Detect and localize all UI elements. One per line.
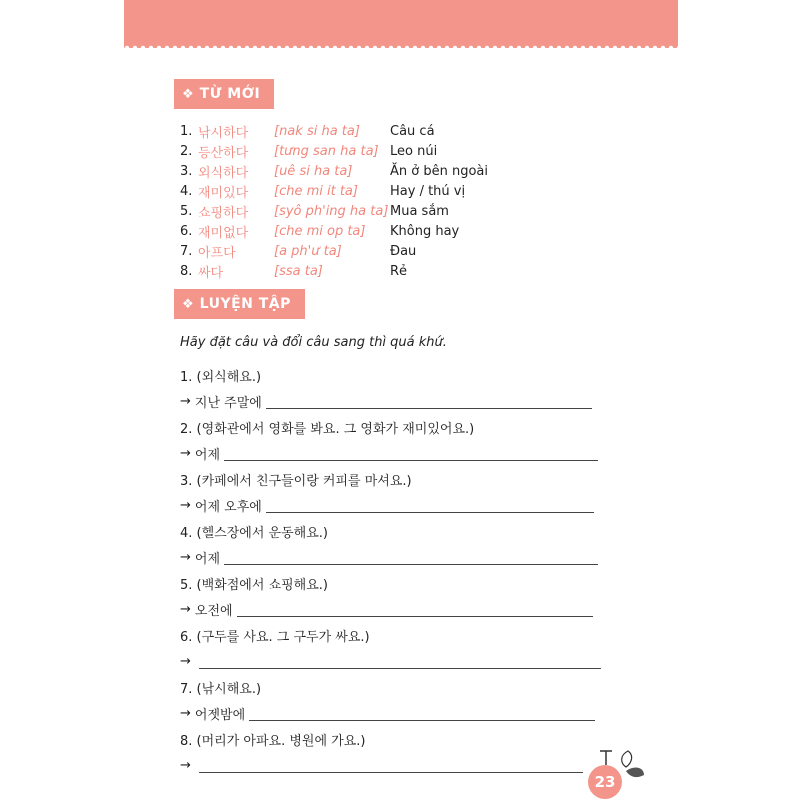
exercise-question: 6. (구두를 사요. 그 구두가 싸요.) bbox=[180, 629, 370, 645]
answer-prefix: 오전에 bbox=[194, 603, 233, 619]
arrow-icon: → bbox=[180, 601, 191, 617]
vocab-meaning: Câu cá bbox=[390, 123, 435, 139]
answer-blank[interactable] bbox=[266, 498, 594, 513]
vocab-section-header bbox=[174, 79, 274, 109]
vocab-meaning: Mua sắm bbox=[390, 203, 449, 219]
arrow-icon: → bbox=[180, 705, 191, 721]
leaf-icon bbox=[622, 751, 632, 767]
vocab-korean: 등산하다 bbox=[198, 145, 249, 161]
exercise-question: 8. (머리가 아파요. 병원에 가요.) bbox=[180, 733, 366, 749]
exercise-question: 1. (외식해요.) bbox=[180, 369, 262, 385]
answer-blank[interactable] bbox=[237, 602, 593, 617]
vocab-romanization: [che mi op ta] bbox=[274, 223, 366, 239]
exercise-question: 3. (카페에서 친구들이랑 커피를 마셔요.) bbox=[180, 473, 412, 489]
vocab-item bbox=[180, 261, 488, 281]
diamond-bullet-icon: ❖ bbox=[182, 296, 194, 312]
vocab-meaning: Ăn ở bên ngoài bbox=[390, 163, 488, 179]
vocab-number: 2. bbox=[180, 143, 193, 159]
vocab-romanization: [uê si ha ta] bbox=[274, 163, 353, 179]
vocab-romanization: [che mi it ta] bbox=[274, 183, 358, 199]
vocab-meaning: Không hay bbox=[390, 223, 460, 239]
vocab-romanization: [tưng san ha ta] bbox=[274, 143, 379, 159]
vocab-item bbox=[180, 181, 488, 201]
exercise-answer-line bbox=[180, 544, 620, 570]
vocab-item bbox=[180, 141, 488, 161]
exercise-question: 4. (헬스장에서 운동해요.) bbox=[180, 525, 328, 541]
exercise-answer-line bbox=[180, 700, 620, 726]
exercise-question: 2. (영화관에서 영화를 봐요. 그 영화가 재미있어요.) bbox=[180, 421, 475, 437]
vocab-romanization: [a ph'ư ta] bbox=[274, 243, 342, 259]
vocab-korean: 싸다 bbox=[198, 265, 224, 281]
vocab-number: 1. bbox=[180, 123, 193, 139]
vocab-number: 7. bbox=[180, 243, 193, 259]
vocab-number: 5. bbox=[180, 203, 193, 219]
vocab-romanization: [nak si ha ta] bbox=[274, 123, 360, 139]
exercise-answer-line bbox=[180, 388, 620, 414]
vocab-romanization: [ssa ta] bbox=[274, 263, 323, 279]
answer-prefix: 지난 주말에 bbox=[194, 395, 262, 411]
vocab-korean: 낚시하다 bbox=[198, 125, 249, 141]
answer-blank[interactable] bbox=[199, 758, 583, 773]
arrow-icon: → bbox=[180, 497, 191, 513]
page-number-badge: 23 bbox=[588, 765, 622, 799]
answer-prefix: 어제 bbox=[194, 447, 221, 463]
diamond-bullet-icon: ❖ bbox=[182, 86, 194, 102]
exercise-question: 5. (백화점에서 쇼핑해요.) bbox=[180, 577, 328, 593]
vocab-korean: 재미있다 bbox=[198, 185, 249, 201]
exercise-answer-line bbox=[180, 648, 620, 674]
vocab-number: 3. bbox=[180, 163, 193, 179]
vocab-item bbox=[180, 121, 488, 141]
vocab-item bbox=[180, 221, 488, 241]
exercise-answer-line bbox=[180, 492, 620, 518]
top-banner bbox=[124, 0, 678, 48]
vocab-meaning: Hay / thú vị bbox=[390, 183, 466, 199]
arrow-icon: → bbox=[180, 549, 191, 565]
vocab-meaning: Đau bbox=[390, 243, 417, 259]
exercise-instruction: Hãy đặt câu và đổi câu sang thì quá khứ. bbox=[180, 335, 447, 350]
vocab-korean: 아프다 bbox=[198, 245, 236, 261]
vocab-meaning: Leo núi bbox=[390, 143, 438, 159]
arrow-icon: → bbox=[180, 653, 191, 669]
arrow-icon: → bbox=[180, 757, 191, 773]
exercise-question: 7. (낚시해요.) bbox=[180, 681, 262, 697]
vocab-list bbox=[180, 121, 488, 281]
practice-section-header bbox=[174, 289, 305, 319]
exercise-list bbox=[180, 362, 620, 778]
vocab-romanization: [syô ph'ing ha ta] bbox=[274, 203, 389, 219]
answer-prefix: 어제 bbox=[194, 551, 221, 567]
vocab-item bbox=[180, 161, 488, 181]
answer-blank[interactable] bbox=[224, 550, 598, 565]
answer-blank[interactable] bbox=[224, 446, 598, 461]
answer-blank[interactable] bbox=[249, 706, 595, 721]
exercise-answer-line bbox=[180, 440, 620, 466]
vocab-korean: 재미없다 bbox=[198, 225, 249, 241]
vocab-section-title: TỪ MỚI bbox=[199, 86, 261, 102]
vocab-number: 4. bbox=[180, 183, 193, 199]
vocab-korean: 쇼핑하다 bbox=[198, 205, 249, 221]
leaf-icon bbox=[626, 768, 644, 778]
exercise-answer-line bbox=[180, 752, 620, 778]
answer-blank[interactable] bbox=[266, 394, 592, 409]
answer-prefix: 어제 오후에 bbox=[194, 499, 262, 515]
practice-section-title: LUYỆN TẬP bbox=[199, 296, 291, 312]
vocab-item bbox=[180, 241, 488, 261]
vocab-item bbox=[180, 201, 488, 221]
exercise-answer-line bbox=[180, 596, 620, 622]
vocab-korean: 외식하다 bbox=[198, 165, 249, 181]
arrow-icon: → bbox=[180, 445, 191, 461]
answer-blank[interactable] bbox=[199, 654, 601, 669]
answer-prefix: 어젯밤에 bbox=[194, 707, 246, 723]
arrow-icon: → bbox=[180, 393, 191, 409]
vocab-number: 8. bbox=[180, 263, 193, 279]
vocab-number: 6. bbox=[180, 223, 193, 239]
vocab-meaning: Rẻ bbox=[390, 263, 408, 279]
